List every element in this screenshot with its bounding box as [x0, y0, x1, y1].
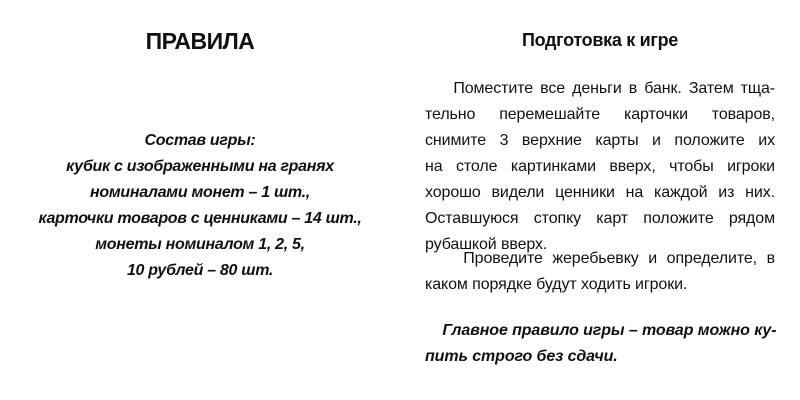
- contents-line: номиналами монет – 1 шт.,: [90, 184, 310, 201]
- contents-line: карточки товаров с ценниками – 14 шт.,: [38, 210, 362, 227]
- paragraph-line: каком порядке будут ходить игроки.: [425, 276, 688, 293]
- right-column: [400, 0, 800, 400]
- paragraph-line: Главное правило игры – товар можно ку-: [425, 322, 777, 339]
- game-contents: [0, 128, 400, 284]
- main-rule-paragraph: [425, 318, 775, 370]
- rules-title: ПРАВИЛА: [145, 28, 255, 54]
- paragraph-line: на столе картинками вверх, чтобы игроки: [425, 158, 775, 175]
- paragraph-line: пить строго без сдачи.: [425, 348, 618, 365]
- preparation-title: Подготовка к игре: [521, 30, 679, 50]
- contents-line: монеты номиналом 1, 2, 5,: [95, 236, 305, 253]
- paragraph-line: тельно перемешайте карточки товаров,: [425, 106, 775, 123]
- paragraph-line: Оставшуюся стопку карт положите рядом: [425, 210, 775, 227]
- contents-line: кубик с изображенными на гранях: [66, 158, 334, 175]
- paragraph-line: хорошо видели ценники на каждой из них.: [425, 184, 775, 201]
- paragraph-line: снимите 3 верхние карты и положите их: [425, 132, 775, 149]
- contents-heading: Состав игры:: [144, 132, 256, 149]
- paragraph-line: Поместите все деньги в банк. Затем тща-: [425, 80, 775, 97]
- paragraph-line: Проведите жеребьевку и определите, в: [425, 250, 775, 267]
- contents-line: 10 рублей – 80 шт.: [126, 262, 274, 279]
- paragraph-line: рубашкой вверх.: [425, 236, 548, 253]
- preparation-paragraph-1: [425, 76, 775, 258]
- preparation-paragraph-2: [425, 246, 775, 298]
